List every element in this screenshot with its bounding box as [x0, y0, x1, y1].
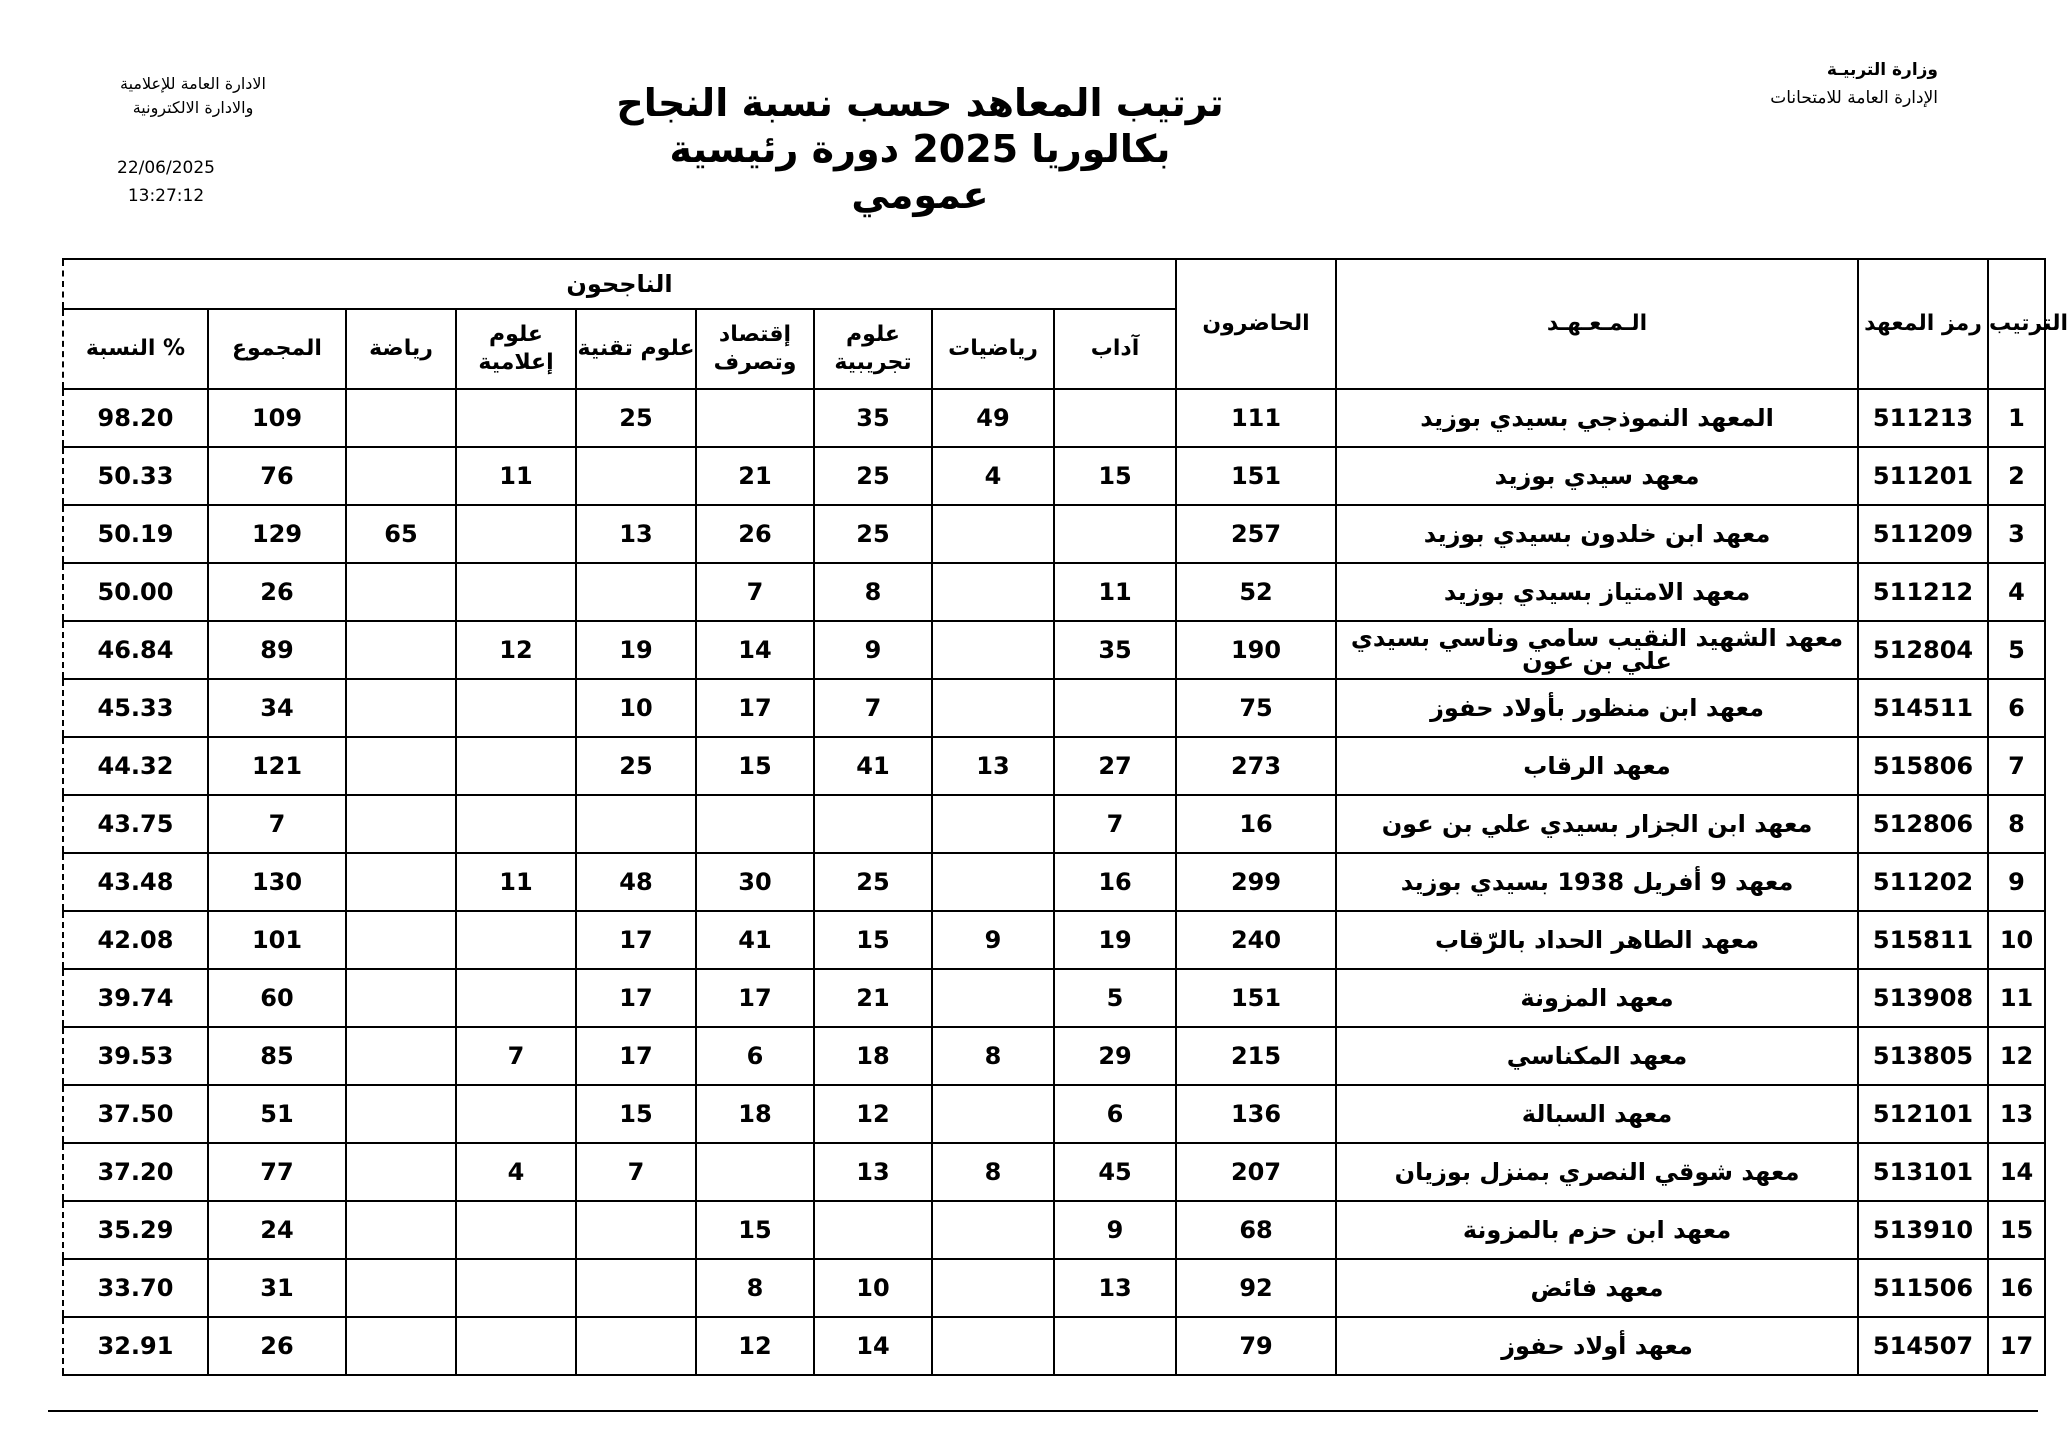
- cell-adab: 35: [1054, 621, 1176, 679]
- cell-info: [456, 679, 576, 737]
- cell-institute: معهد الرقاب: [1336, 737, 1858, 795]
- cell-tech: 25: [576, 389, 696, 447]
- cell-eco: 15: [696, 1201, 814, 1259]
- cell-tech: 17: [576, 911, 696, 969]
- cell-eco: 30: [696, 853, 814, 911]
- cell-total: 31: [208, 1259, 346, 1317]
- cell-rank: 17: [1988, 1317, 2045, 1375]
- cell-institute: معهد السبالة: [1336, 1085, 1858, 1143]
- cell-exp-sci: 8: [814, 563, 932, 621]
- cell-pct: 45.33: [63, 679, 208, 737]
- cell-rank: 15: [1988, 1201, 2045, 1259]
- cell-exp-sci: 35: [814, 389, 932, 447]
- cell-eco: [696, 389, 814, 447]
- cell-total: 129: [208, 505, 346, 563]
- cell-adab: 7: [1054, 795, 1176, 853]
- cell-pct: 50.00: [63, 563, 208, 621]
- cell-math: 49: [932, 389, 1054, 447]
- table-row: [63, 389, 2045, 447]
- cell-info: [456, 1317, 576, 1375]
- cell-institute: معهد ابن خلدون بسيدي بوزيد: [1336, 505, 1858, 563]
- cell-sport: [346, 1085, 456, 1143]
- cell-institute: معهد الامتياز بسيدي بوزيد: [1336, 563, 1858, 621]
- cell-tech: [576, 447, 696, 505]
- cell-institute: معهد أولاد حفوز: [1336, 1317, 1858, 1375]
- cell-adab: 45: [1054, 1143, 1176, 1201]
- cell-sport: [346, 853, 456, 911]
- cell-pct: 35.29: [63, 1201, 208, 1259]
- cell-eco: 26: [696, 505, 814, 563]
- it-directorate-line2: والادارة الالكترونية: [132, 98, 254, 117]
- cell-sport: [346, 679, 456, 737]
- cell-institute: معهد ابن منظور بأولاد حفوز: [1336, 679, 1858, 737]
- header-present: الحاضرون: [1176, 259, 1336, 389]
- cell-institute: معهد المكناسي: [1336, 1027, 1858, 1085]
- cell-total: 7: [208, 795, 346, 853]
- cell-code: 513101: [1858, 1143, 1988, 1201]
- cell-present: 207: [1176, 1143, 1336, 1201]
- cell-total: 89: [208, 621, 346, 679]
- cell-math: [932, 853, 1054, 911]
- cell-tech: [576, 563, 696, 621]
- cell-adab: 19: [1054, 911, 1176, 969]
- cell-info: [456, 795, 576, 853]
- cell-present: 215: [1176, 1027, 1336, 1085]
- cell-code: 513805: [1858, 1027, 1988, 1085]
- title-line3: عمومي: [851, 173, 989, 217]
- cell-rank: 3: [1988, 505, 2045, 563]
- cell-info: [456, 1259, 576, 1317]
- header-rank: الترتيب: [1988, 259, 2045, 389]
- cell-code: 513910: [1858, 1201, 1988, 1259]
- cell-rank: 10: [1988, 911, 2045, 969]
- cell-math: 8: [932, 1027, 1054, 1085]
- cell-math: [932, 969, 1054, 1027]
- cell-info: 12: [456, 621, 576, 679]
- cell-sport: [346, 795, 456, 853]
- header-eco: إقتصاد وتصرف: [696, 309, 814, 389]
- cell-info: [456, 1201, 576, 1259]
- cell-tech: 25: [576, 737, 696, 795]
- header-tech: علوم تقنية: [576, 309, 696, 389]
- cell-eco: 17: [696, 969, 814, 1027]
- cell-pct: 43.48: [63, 853, 208, 911]
- cell-exp-sci: 9: [814, 621, 932, 679]
- header-sport: رياضة: [346, 309, 456, 389]
- cell-pct: 33.70: [63, 1259, 208, 1317]
- ranking-table: [62, 258, 2068, 1376]
- cell-math: [932, 795, 1054, 853]
- cell-math: 4: [932, 447, 1054, 505]
- cell-code: 512804: [1858, 621, 1988, 679]
- cell-total: 60: [208, 969, 346, 1027]
- cell-institute: معهد شوقي النصري بمنزل بوزيان: [1336, 1143, 1858, 1201]
- cell-code: 511209: [1858, 505, 1988, 563]
- cell-rank: 7: [1988, 737, 2045, 795]
- cell-exp-sci: 10: [814, 1259, 932, 1317]
- header-math: رياضيات: [932, 309, 1054, 389]
- cell-sport: 65: [346, 505, 456, 563]
- cell-adab: 16: [1054, 853, 1176, 911]
- cell-adab: 29: [1054, 1027, 1176, 1085]
- header-code: رمز المعهد: [1858, 259, 1988, 389]
- cell-math: [932, 1085, 1054, 1143]
- cell-exp-sci: 41: [814, 737, 932, 795]
- table-row: [63, 563, 2045, 621]
- cell-tech: [576, 1201, 696, 1259]
- cell-adab: [1054, 679, 1176, 737]
- cell-total: 101: [208, 911, 346, 969]
- cell-present: 111: [1176, 389, 1336, 447]
- cell-exp-sci: 12: [814, 1085, 932, 1143]
- cell-info: 7: [456, 1027, 576, 1085]
- cell-code: 512101: [1858, 1085, 1988, 1143]
- cell-sport: [346, 911, 456, 969]
- cell-sport: [346, 1201, 456, 1259]
- cell-code: 514507: [1858, 1317, 1988, 1375]
- cell-adab: 6: [1054, 1085, 1176, 1143]
- cell-institute: معهد الشهيد النقيب سامي وناسي بسيدي علي بن عون: [1336, 621, 1858, 679]
- cell-exp-sci: [814, 1201, 932, 1259]
- cell-eco: 41: [696, 911, 814, 969]
- print-timestamp: [106, 154, 226, 210]
- cell-total: 121: [208, 737, 346, 795]
- header-adab: آداب: [1054, 309, 1176, 389]
- cell-pct: 37.20: [63, 1143, 208, 1201]
- cell-adab: [1054, 1317, 1176, 1375]
- cell-adab: 5: [1054, 969, 1176, 1027]
- cell-sport: [346, 1317, 456, 1375]
- cell-total: 77: [208, 1143, 346, 1201]
- cell-adab: [1054, 505, 1176, 563]
- cell-pct: 42.08: [63, 911, 208, 969]
- ministry-header: [1608, 56, 1938, 112]
- cell-pct: 46.84: [63, 621, 208, 679]
- cell-eco: 7: [696, 563, 814, 621]
- cell-total: 109: [208, 389, 346, 447]
- cell-pct: 50.19: [63, 505, 208, 563]
- cell-present: 68: [1176, 1201, 1336, 1259]
- cell-info: [456, 563, 576, 621]
- cell-rank: 14: [1988, 1143, 2045, 1201]
- cell-exp-sci: 15: [814, 911, 932, 969]
- cell-exp-sci: 25: [814, 505, 932, 563]
- cell-code: 515811: [1858, 911, 1988, 969]
- cell-info: [456, 737, 576, 795]
- cell-institute: معهد الطاهر الحداد بالرّقاب: [1336, 911, 1858, 969]
- cell-tech: [576, 1317, 696, 1375]
- cell-math: [932, 1201, 1054, 1259]
- cell-code: 511212: [1858, 563, 1988, 621]
- print-date: 22/06/2025: [117, 158, 215, 178]
- cell-eco: 8: [696, 1259, 814, 1317]
- cell-sport: [346, 1143, 456, 1201]
- cell-institute: معهد المزونة: [1336, 969, 1858, 1027]
- table-row: [63, 853, 2045, 911]
- cell-adab: 27: [1054, 737, 1176, 795]
- cell-math: 9: [932, 911, 1054, 969]
- cell-eco: 17: [696, 679, 814, 737]
- cell-adab: 9: [1054, 1201, 1176, 1259]
- cell-pct: 37.50: [63, 1085, 208, 1143]
- table-row: [63, 1085, 2045, 1143]
- table-row: [63, 911, 2045, 969]
- cell-rank: 5: [1988, 621, 2045, 679]
- cell-tech: 17: [576, 1027, 696, 1085]
- cell-rank: 13: [1988, 1085, 2045, 1143]
- cell-info: 11: [456, 853, 576, 911]
- cell-code: 514511: [1858, 679, 1988, 737]
- cell-adab: 15: [1054, 447, 1176, 505]
- cell-tech: 48: [576, 853, 696, 911]
- header-institute: الـمـعـهـد: [1336, 259, 1858, 389]
- header-pct: النسبة %: [63, 309, 208, 389]
- cell-code: 511202: [1858, 853, 1988, 911]
- cell-math: [932, 1317, 1054, 1375]
- header-passed-group: الناجحون: [63, 259, 1176, 309]
- cell-math: 13: [932, 737, 1054, 795]
- cell-eco: 18: [696, 1085, 814, 1143]
- header-info: علوم إعلامية: [456, 309, 576, 389]
- cell-rank: 12: [1988, 1027, 2045, 1085]
- cell-exp-sci: 7: [814, 679, 932, 737]
- cell-total: 51: [208, 1085, 346, 1143]
- cell-math: [932, 621, 1054, 679]
- cell-present: 151: [1176, 447, 1336, 505]
- cell-tech: 19: [576, 621, 696, 679]
- cell-total: 130: [208, 853, 346, 911]
- cell-present: 136: [1176, 1085, 1336, 1143]
- table-row: [63, 447, 2045, 505]
- table-row: [63, 969, 2045, 1027]
- cell-eco: 15: [696, 737, 814, 795]
- exams-directorate: الإدارة العامة للامتحانات: [1770, 88, 1938, 108]
- table-row: [63, 621, 2045, 679]
- cell-code: 511213: [1858, 389, 1988, 447]
- cell-exp-sci: 25: [814, 447, 932, 505]
- cell-total: 34: [208, 679, 346, 737]
- cell-tech: 7: [576, 1143, 696, 1201]
- cell-sport: [346, 1259, 456, 1317]
- cell-institute: معهد سيدي بوزيد: [1336, 447, 1858, 505]
- it-directorate-line1: الادارة العامة للإعلامية: [120, 74, 266, 93]
- cell-pct: 39.53: [63, 1027, 208, 1085]
- cell-total: 85: [208, 1027, 346, 1085]
- cell-adab: 13: [1054, 1259, 1176, 1317]
- cell-math: [932, 679, 1054, 737]
- cell-tech: 17: [576, 969, 696, 1027]
- cell-present: 273: [1176, 737, 1336, 795]
- bottom-rule: [48, 1410, 2038, 1412]
- cell-total: 26: [208, 563, 346, 621]
- print-time: 13:27:12: [127, 186, 205, 206]
- cell-pct: 32.91: [63, 1317, 208, 1375]
- cell-code: 515806: [1858, 737, 1988, 795]
- cell-rank: 6: [1988, 679, 2045, 737]
- cell-sport: [346, 447, 456, 505]
- cell-sport: [346, 969, 456, 1027]
- table-row: [63, 505, 2045, 563]
- cell-eco: [696, 795, 814, 853]
- page-title: [530, 80, 1310, 218]
- cell-rank: 4: [1988, 563, 2045, 621]
- cell-rank: 1: [1988, 389, 2045, 447]
- cell-institute: معهد 9 أفريل 1938 بسيدي بوزيد: [1336, 853, 1858, 911]
- cell-eco: [696, 1143, 814, 1201]
- cell-sport: [346, 737, 456, 795]
- cell-exp-sci: 25: [814, 853, 932, 911]
- cell-info: 4: [456, 1143, 576, 1201]
- cell-rank: 8: [1988, 795, 2045, 853]
- cell-institute: معهد ابن الجزار بسيدي علي بن عون: [1336, 795, 1858, 853]
- it-directorate-header: [78, 72, 308, 120]
- cell-institute: معهد ابن حزم بالمزونة: [1336, 1201, 1858, 1259]
- cell-math: [932, 505, 1054, 563]
- cell-tech: 10: [576, 679, 696, 737]
- table-row: [63, 1317, 2045, 1375]
- cell-institute: المعهد النموذجي بسيدي بوزيد: [1336, 389, 1858, 447]
- cell-info: 11: [456, 447, 576, 505]
- cell-pct: 44.32: [63, 737, 208, 795]
- cell-total: 76: [208, 447, 346, 505]
- cell-exp-sci: [814, 795, 932, 853]
- cell-rank: 9: [1988, 853, 2045, 911]
- cell-info: [456, 1085, 576, 1143]
- cell-present: 52: [1176, 563, 1336, 621]
- ministry-name: وزارة التربيـة: [1826, 60, 1938, 80]
- cell-institute: معهد فائض: [1336, 1259, 1858, 1317]
- cell-rank: 11: [1988, 969, 2045, 1027]
- cell-code: 512806: [1858, 795, 1988, 853]
- cell-present: 240: [1176, 911, 1336, 969]
- cell-tech: 15: [576, 1085, 696, 1143]
- cell-adab: 11: [1054, 563, 1176, 621]
- cell-rank: 2: [1988, 447, 2045, 505]
- table-row: [63, 1027, 2045, 1085]
- cell-sport: [346, 621, 456, 679]
- cell-tech: [576, 795, 696, 853]
- table-row: [63, 679, 2045, 737]
- cell-math: [932, 1259, 1054, 1317]
- cell-pct: 50.33: [63, 447, 208, 505]
- table-row: [63, 795, 2045, 853]
- cell-present: 257: [1176, 505, 1336, 563]
- table-row: [63, 1143, 2045, 1201]
- cell-exp-sci: 13: [814, 1143, 932, 1201]
- cell-present: 79: [1176, 1317, 1336, 1375]
- cell-present: 151: [1176, 969, 1336, 1027]
- cell-rank: 16: [1988, 1259, 2045, 1317]
- cell-eco: 14: [696, 621, 814, 679]
- cell-tech: [576, 1259, 696, 1317]
- header-exp-sci: علوم تجريبية: [814, 309, 932, 389]
- cell-total: 26: [208, 1317, 346, 1375]
- cell-info: [456, 505, 576, 563]
- cell-code: 513908: [1858, 969, 1988, 1027]
- cell-eco: 21: [696, 447, 814, 505]
- cell-pct: 43.75: [63, 795, 208, 853]
- cell-code: 511201: [1858, 447, 1988, 505]
- cell-present: 190: [1176, 621, 1336, 679]
- cell-code: 511506: [1858, 1259, 1988, 1317]
- cell-exp-sci: 18: [814, 1027, 932, 1085]
- cell-eco: 6: [696, 1027, 814, 1085]
- cell-total: 24: [208, 1201, 346, 1259]
- cell-sport: [346, 389, 456, 447]
- title-line1: ترتيب المعاهد حسب نسبة النجاح: [616, 81, 1224, 125]
- cell-pct: 39.74: [63, 969, 208, 1027]
- cell-info: [456, 969, 576, 1027]
- cell-eco: 12: [696, 1317, 814, 1375]
- cell-exp-sci: 14: [814, 1317, 932, 1375]
- cell-sport: [346, 1027, 456, 1085]
- cell-exp-sci: 21: [814, 969, 932, 1027]
- table-row: [63, 737, 2045, 795]
- cell-sport: [346, 563, 456, 621]
- cell-present: 75: [1176, 679, 1336, 737]
- table-row: [63, 1201, 2045, 1259]
- cell-info: [456, 389, 576, 447]
- cell-present: 16: [1176, 795, 1336, 853]
- cell-math: 8: [932, 1143, 1054, 1201]
- header-total: المجموع: [208, 309, 346, 389]
- cell-adab: [1054, 389, 1176, 447]
- cell-present: 299: [1176, 853, 1336, 911]
- cell-math: [932, 563, 1054, 621]
- cell-present: 92: [1176, 1259, 1336, 1317]
- cell-pct: 98.20: [63, 389, 208, 447]
- cell-info: [456, 911, 576, 969]
- cell-tech: 13: [576, 505, 696, 563]
- title-line2: بكالوريا 2025 دورة رئيسية: [669, 127, 1171, 171]
- table-row: [63, 1259, 2045, 1317]
